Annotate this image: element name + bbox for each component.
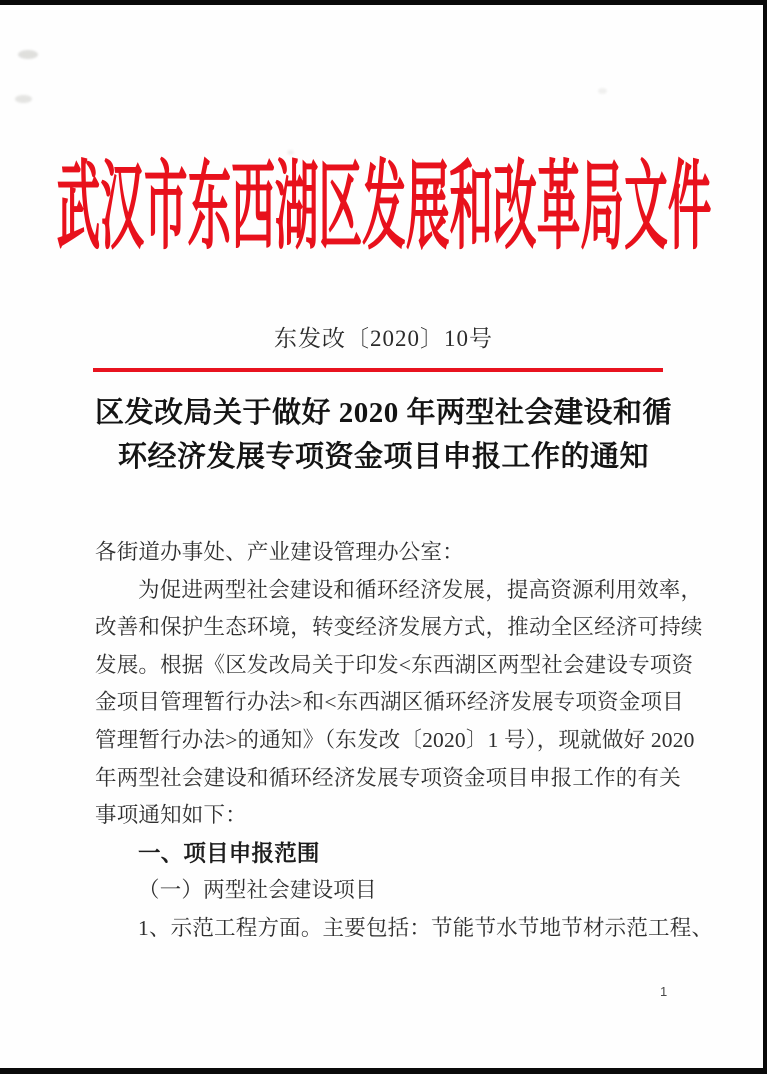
paragraph-line: 事项通知如下： [95, 803, 247, 828]
list-item-line: 1、示范工程方面。主要包括：节能节水节地节材示范工程、 [138, 915, 714, 940]
paragraph-line: 为促进两型社会建设和循环经济发展，提高资源利用效率， [138, 577, 703, 602]
scan-noise-speck [15, 95, 32, 103]
document-title-line2: 环经济发展专项资金项目申报工作的通知 [117, 441, 649, 473]
section-heading: 一、项目申报范围 [138, 840, 320, 866]
document-title-line1: 区发改局关于做好 2020 年两型社会建设和循 [94, 397, 672, 429]
scan-edge-top [0, 0, 767, 5]
scan-noise-speck [18, 50, 38, 59]
subsection-heading: （一）两型社会建设项目 [138, 878, 377, 903]
paragraph-line: 发展。根据《区发改局关于印发<东西湖区两型社会建设专项资 [95, 652, 694, 677]
page-number: 1 [660, 984, 668, 999]
document-number: 东发改〔2020〕10号 [274, 326, 493, 351]
letterhead-divider-line [93, 368, 663, 372]
paragraph-line: 金项目管理暂行办法>和<东西湖区循环经济发展专项资金项目 [95, 690, 684, 715]
scan-noise-speck [598, 88, 607, 94]
paragraph-line: 改善和保护生态环境，转变经济发展方式，推动全区经济可持续 [95, 615, 703, 640]
letterhead-org-title: 武汉市东西湖区发展和改革局文件 [56, 154, 711, 261]
scan-edge-bottom [0, 1068, 767, 1074]
paragraph-line: 年两型社会建设和循环经济发展专项资金项目申报工作的有关 [95, 765, 681, 790]
scan-edge-right [763, 0, 767, 1074]
document-body [95, 534, 714, 948]
salutation-line: 各街道办事处、产业建设管理办公室： [95, 540, 464, 564]
paragraph-line: 管理暂行办法>的通知》（东发改〔2020〕1 号），现就做好 2020 [95, 727, 695, 752]
document-title [0, 391, 767, 479]
